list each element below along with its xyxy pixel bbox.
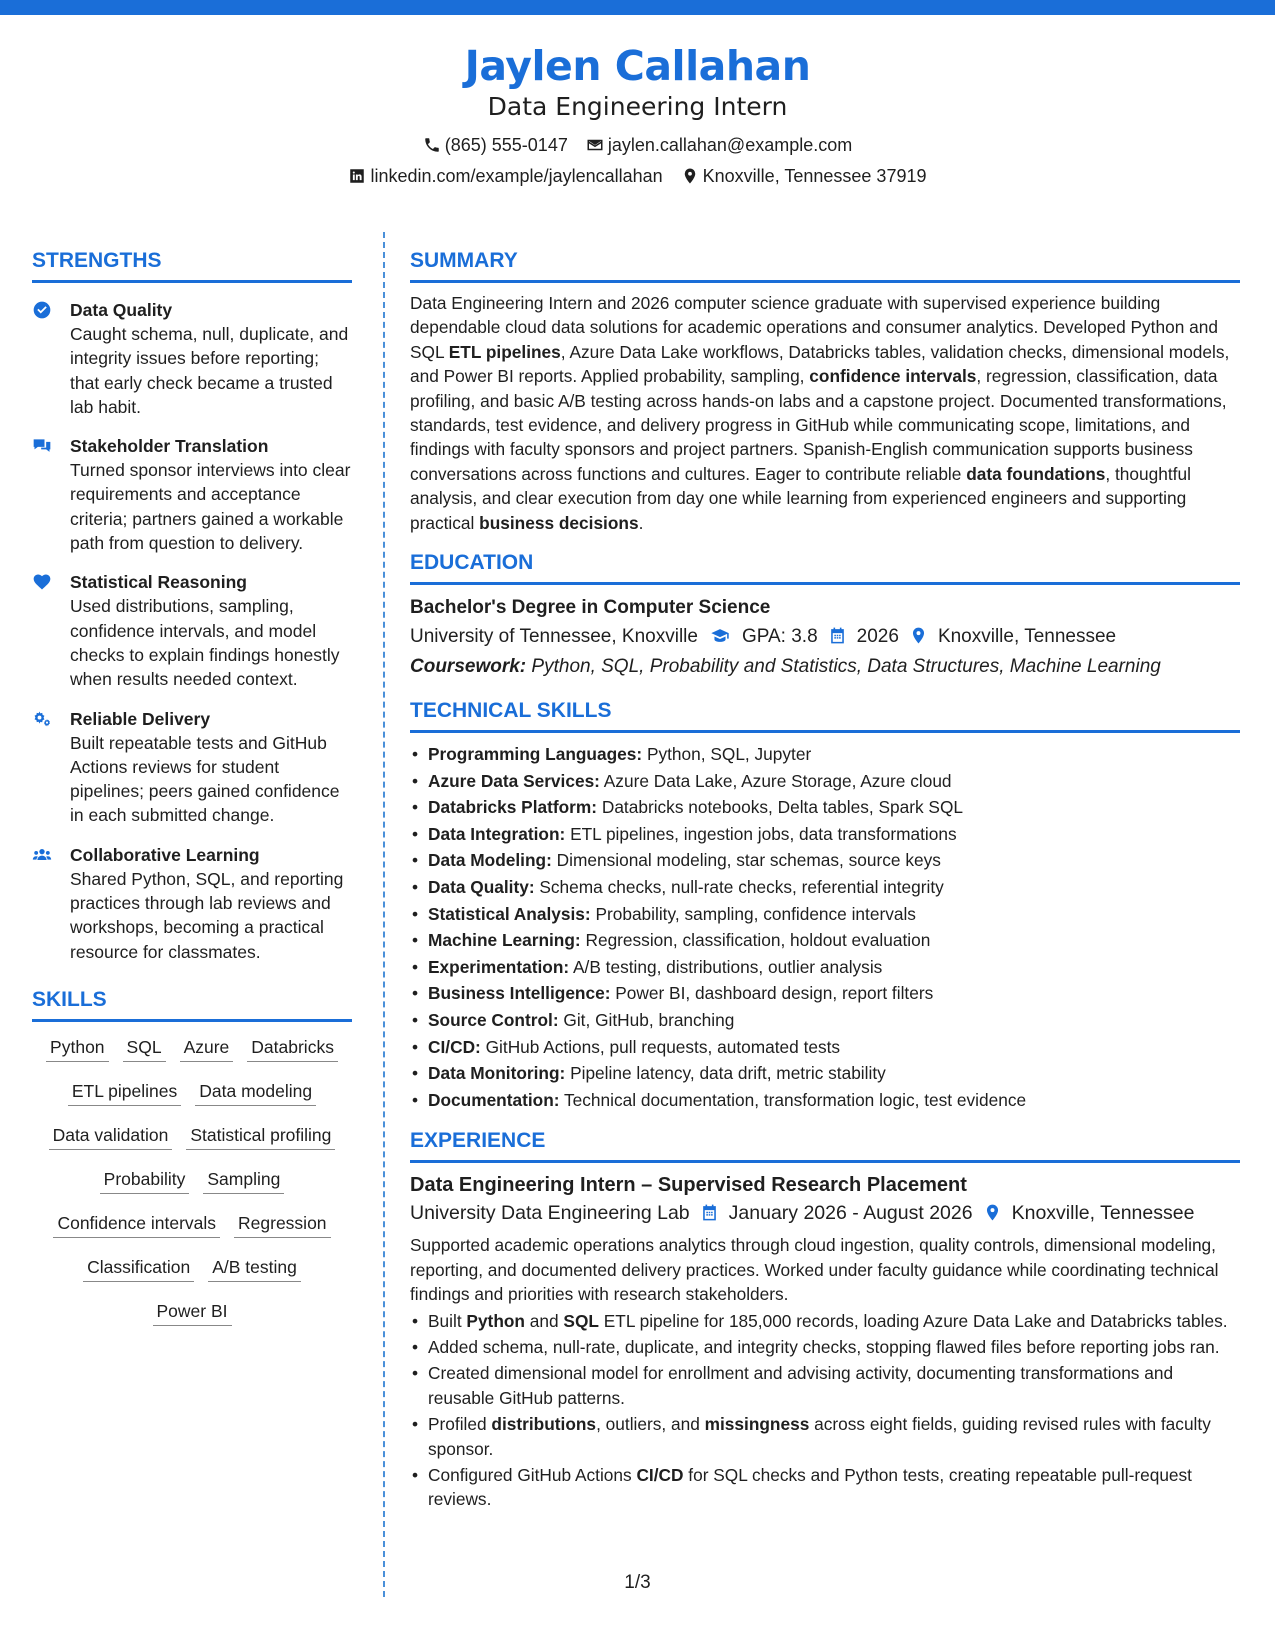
skill-chip: Classification	[83, 1256, 194, 1282]
strength-title: Reliable Delivery	[70, 708, 211, 729]
strength-desc: Built repeatable tests and GitHub Actions reviews for student pipelines; peers gained confidence in each submitted change.	[70, 732, 340, 826]
strength-title: Statistical Reasoning	[70, 572, 247, 593]
skill-chip: A/B testing	[208, 1256, 301, 1282]
skill-chip: Probability	[100, 1168, 190, 1194]
skill-chip: Data validation	[49, 1124, 173, 1150]
contact-line-1	[0, 134, 1275, 156]
education-location: Knoxville, Tennessee	[937, 626, 1117, 648]
map-pin-icon	[909, 626, 928, 645]
envelope-icon	[586, 136, 604, 154]
job-bullet: • Profiled distributions, outliers, and missingness across eight fields, guiding revised rules with faculty sponsor.	[410, 1412, 1240, 1461]
tech-skill-item: • Programming Languages: Python, SQL, Jupyter	[410, 741, 1240, 768]
degree-title: Bachelor's Degree in Computer Science	[410, 597, 771, 619]
map-pin-icon	[983, 1203, 1002, 1222]
strength-title: Collaborative Learning	[70, 844, 260, 865]
tech-skill-item: • Data Integration: ETL pipelines, ingestion jobs, data transformations	[410, 821, 1240, 848]
right-column	[410, 247, 1240, 1514]
job-bullet: • Created dimensional model for enrollment and advising activity, documenting transformations and reusable GitHub patterns.	[410, 1361, 1240, 1410]
strength-desc: Turned sponsor interviews into clear requirements and acceptance criteria; partners gained a workable path from question to delivery.	[70, 460, 351, 554]
technical-skills-heading: TECHNICAL SKILLS	[410, 697, 1240, 733]
skills-row	[32, 1168, 352, 1194]
strength-item	[32, 570, 352, 691]
calendar-icon	[700, 1203, 719, 1222]
job-bullets	[410, 1309, 1240, 1512]
job-bullet: • Built Python and SQL ETL pipeline for 185,000 records, loading Azure Data Lake and Databricks tables.	[410, 1309, 1240, 1333]
skills-heading: SKILLS	[32, 986, 352, 1022]
calendar-icon	[828, 626, 847, 645]
job-location: Knoxville, Tennessee	[1011, 1202, 1195, 1225]
skill-chip: Regression	[234, 1212, 331, 1238]
phone-icon	[423, 136, 441, 154]
candidate-role: Data Engineering Intern	[487, 92, 788, 121]
job-meta	[410, 1199, 1240, 1227]
skills-row	[32, 1124, 352, 1150]
school-name: University of Tennessee, Knoxville	[410, 626, 698, 648]
skill-chip: Power BI	[153, 1300, 232, 1326]
gpa-text: GPA: 3.8	[741, 626, 818, 648]
strength-title: Data Quality	[70, 300, 173, 320]
tech-skill-item: • Business Intelligence: Power BI, dashboard design, report filters	[410, 980, 1240, 1007]
skills-row	[32, 1080, 352, 1106]
strength-item	[32, 298, 352, 419]
skill-chip: Python	[46, 1036, 108, 1062]
skill-chip: Databricks	[247, 1036, 338, 1062]
skill-chip: Confidence intervals	[53, 1212, 220, 1238]
skills-row	[32, 1256, 352, 1282]
education-meta	[410, 623, 1240, 651]
candidate-name: Jaylen Callahan	[464, 42, 811, 90]
job-bullet: • Added schema, null-rate, duplicate, and integrity checks, stopping flawed files before reporting jobs ran.	[410, 1335, 1240, 1359]
job-bullet: • Configured GitHub Actions CI/CD for SQL checks and Python tests, creating repeatable pull-request reviews.	[410, 1463, 1240, 1512]
phone-contact[interactable]	[423, 134, 568, 156]
location-text: Knoxville, Tennessee 37919	[702, 166, 927, 186]
graduation-cap-icon	[708, 626, 732, 645]
technical-skills-list	[410, 741, 1240, 1113]
strength-item	[32, 707, 352, 828]
skill-chip: Azure	[180, 1036, 234, 1062]
phone-text: (865) 555-0147	[444, 135, 568, 155]
tech-skill-item: • Azure Data Services: Azure Data Lake, Azure Storage, Azure cloud	[410, 768, 1240, 795]
contact-line-2	[0, 165, 1275, 187]
check-circle-icon	[32, 300, 52, 320]
job-org: University Data Engineering Lab	[410, 1202, 690, 1225]
skill-chip: Data modeling	[195, 1080, 316, 1106]
linkedin-icon	[348, 167, 366, 185]
summary-text: Data Engineering Intern and 2026 computer science graduate with supervised experience building dependable cloud data solutions for academic operations and consumer analytics. Developed Python and SQL ETL pipelines, Azure Data Lake workflows, Databricks tables, validation checks, dimensional models, and Power BI reports. Applied probability, sampling, confidence intervals, regression, classification, data profiling, and basic A/B testing across hands-on labs and a capstone project. Documented transformations, standards, test evidence, and delivery progress in GitHub while communicating scope, limitations, and findings with faculty sponsors and project partners. Spanish-English communication supports business conversations across functions and cultures. Eager to contribute reliable data foundations, thoughtful analysis, and clear execution from day one while learning from experienced engineers and supporting practical business decisions.	[410, 293, 1230, 533]
education-heading: EDUCATION	[410, 549, 1240, 585]
gears-icon	[32, 709, 52, 729]
tech-skill-item: • Machine Learning: Regression, classification, holdout evaluation	[410, 927, 1240, 954]
column-divider	[383, 232, 385, 1597]
strength-item	[32, 843, 352, 964]
strength-title: Stakeholder Translation	[70, 436, 269, 457]
tech-skill-item: • Documentation: Technical documentation, transformation logic, test evidence	[410, 1087, 1240, 1114]
tech-skill-item: • Databricks Platform: Databricks notebooks, Delta tables, Spark SQL	[410, 794, 1240, 821]
skills-row	[32, 1212, 352, 1238]
tech-skill-item: • Data Monitoring: Pipeline latency, data drift, metric stability	[410, 1060, 1240, 1087]
skill-chip: Statistical profiling	[186, 1124, 335, 1150]
summary-heading: SUMMARY	[410, 247, 1240, 283]
strength-desc: Shared Python, SQL, and reporting practices through lab reviews and workshops, becoming a practical resource for classmates.	[70, 868, 344, 962]
tech-skill-item: • Experimentation: A/B testing, distributions, outlier analysis	[410, 954, 1240, 981]
strengths-heading: STRENGTHS	[32, 247, 352, 283]
experience-heading: EXPERIENCE	[410, 1127, 1240, 1163]
job-title: Data Engineering Intern – Supervised Research Placement	[410, 1174, 967, 1197]
tech-skill-item: • Source Control: Git, GitHub, branching	[410, 1007, 1240, 1034]
location-contact	[681, 165, 927, 187]
linkedin-contact[interactable]	[348, 165, 662, 187]
skill-chip: Sampling	[203, 1168, 284, 1194]
strength-item	[32, 434, 352, 555]
top-accent-bar	[0, 0, 1275, 15]
users-icon	[32, 845, 52, 865]
graduation-year: 2026	[856, 626, 899, 648]
map-pin-icon	[681, 167, 699, 185]
linkedin-text: linkedin.com/example/jaylencallahan	[370, 166, 663, 186]
tech-skill-item: • CI/CD: GitHub Actions, pull requests, automated tests	[410, 1034, 1240, 1061]
skills-row	[32, 1300, 352, 1326]
skill-chip: ETL pipelines	[68, 1080, 181, 1106]
chat-bubbles-icon	[32, 436, 52, 456]
job-dates: January 2026 - August 2026	[728, 1202, 973, 1225]
left-column	[32, 247, 352, 1326]
heart-icon	[32, 572, 52, 592]
email-contact[interactable]	[586, 134, 852, 156]
strength-desc: Used distributions, sampling, confidence intervals, and model checks to explain findings honestly when results needed context.	[70, 596, 340, 690]
skill-chip: SQL	[123, 1036, 166, 1062]
coursework: Coursework: Python, SQL, Probability and Statistics, Data Structures, Machine Learning	[410, 656, 1161, 678]
resume-header	[0, 40, 1275, 187]
skills-row	[32, 1036, 352, 1062]
tech-skill-item: • Statistical Analysis: Probability, sampling, confidence intervals	[410, 901, 1240, 928]
job-description: Supported academic operations analytics through cloud ingestion, quality controls, dimensional modeling, reporting, and documented delivery practices. Worked under faculty guidance while coordinating technical findings and priorities with research stakeholders.	[410, 1235, 1219, 1305]
tech-skill-item: • Data Quality: Schema checks, null-rate checks, referential integrity	[410, 874, 1240, 901]
strength-desc: Caught schema, null, duplicate, and integrity issues before reporting; that early check became a trusted lab habit.	[70, 324, 349, 417]
email-text: jaylen.callahan@example.com	[607, 135, 853, 155]
skills-chips	[32, 1036, 352, 1326]
tech-skill-item: • Data Modeling: Dimensional modeling, star schemas, source keys	[410, 847, 1240, 874]
page-number: 1/3	[624, 1572, 651, 1593]
